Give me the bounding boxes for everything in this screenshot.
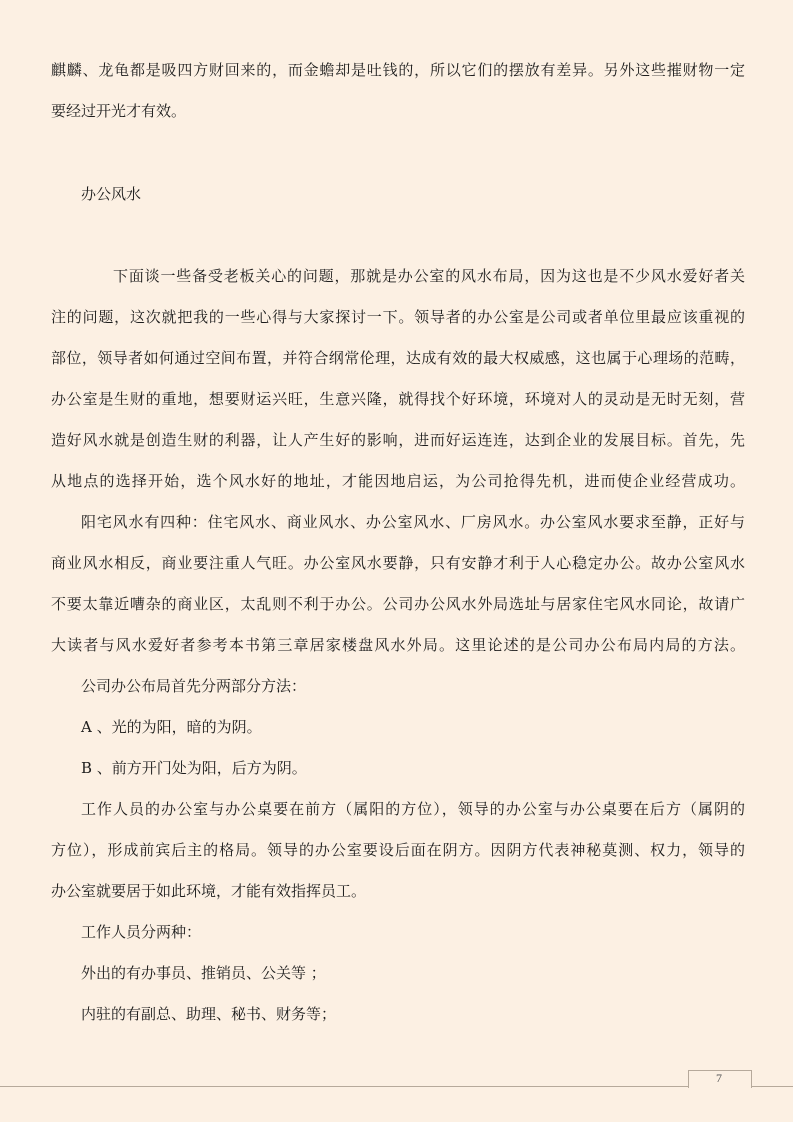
paragraph-line: 要经过开光才有效。 (51, 102, 187, 120)
paragraph-line: 工作人员分两种： (81, 923, 202, 941)
paragraph-line: 从地点的选择开始，选个风水好的地址，才能因地启运，为公司抢得先机，进而使企业经营成功。 (51, 472, 745, 490)
paragraph-line: 大读者与风水爱好者参考本书第三章居家楼盘风水外局。这里论述的是公司办公布局内局的方法。 (51, 636, 745, 654)
page-number: 7 (716, 1071, 722, 1085)
paragraph-line: 下面谈一些备受老板关心的问题，那就是办公室的风水布局，因为这也是不少风水爱好者关 (113, 267, 745, 285)
list-item: A 、光的为阳，暗的为阴。 (81, 718, 262, 736)
paragraph-line: 部位，领导者如何通过空间布置，并符合纲常伦理，达成有效的最大权威感，这也属于心理场的范畴， (51, 349, 745, 367)
paragraph-line: 造好风水就是创造生财的利器，让人产生好的影响，进而好运连连，达到企业的发展目标。首先，先 (51, 431, 745, 449)
paragraph-line: 不要太靠近嘈杂的商业区，太乱则不利于办公。公司办公风水外局选址与居家住宅风水同论，故请广 (51, 595, 745, 613)
list-item: B 、前方开门处为阳，后方为阴。 (81, 759, 307, 777)
paragraph-line: 公司办公布局首先分两部分方法： (81, 677, 307, 695)
paragraph-line: 方位），形成前宾后主的格局。领导的办公室要设后面在阴方。因阴方代表神秘莫测、权力，领导的 (51, 841, 745, 859)
paragraph-line: 注的问题，这次就把我的一些心得与大家探讨一下。领导者的办公室是公司或者单位里最应该重视的 (51, 308, 745, 326)
paragraph-line: 外出的有办事员、推销员、公关等 ； (81, 964, 326, 982)
section-heading: 办公风水 (81, 185, 142, 203)
paragraph-line: 内驻的有副总、助理、秘书、财务等； (81, 1005, 337, 1023)
paragraph-line: 商业风水相反，商业要注重人气旺。办公室风水要静，只有安静才利于人心稳定办公。故办公室风水 (51, 554, 745, 572)
footer-rule (0, 1086, 793, 1087)
paragraph-line: 办公室就要居于如此环境，才能有效指挥员工。 (51, 882, 367, 900)
paragraph-line: 办公室是生财的重地，想要财运兴旺，生意兴隆，就得找个好环境，环境对人的灵动是无时无刻，营 (51, 390, 745, 408)
paragraph-line: 工作人员的办公室与办公桌要在前方（属阳的方位），领导的办公室与办公桌要在后方（属阴的 (81, 800, 745, 818)
paragraph-line: 阳宅风水有四种：住宅风水、商业风水、办公室风水、厂房风水。办公室风水要求至静，正好与 (81, 513, 745, 531)
paragraph-line: 麒麟、龙龟都是吸四方财回来的，而金蟾却是吐钱的，所以它们的摆放有差异。另外这些摧财物一定 (51, 61, 745, 79)
